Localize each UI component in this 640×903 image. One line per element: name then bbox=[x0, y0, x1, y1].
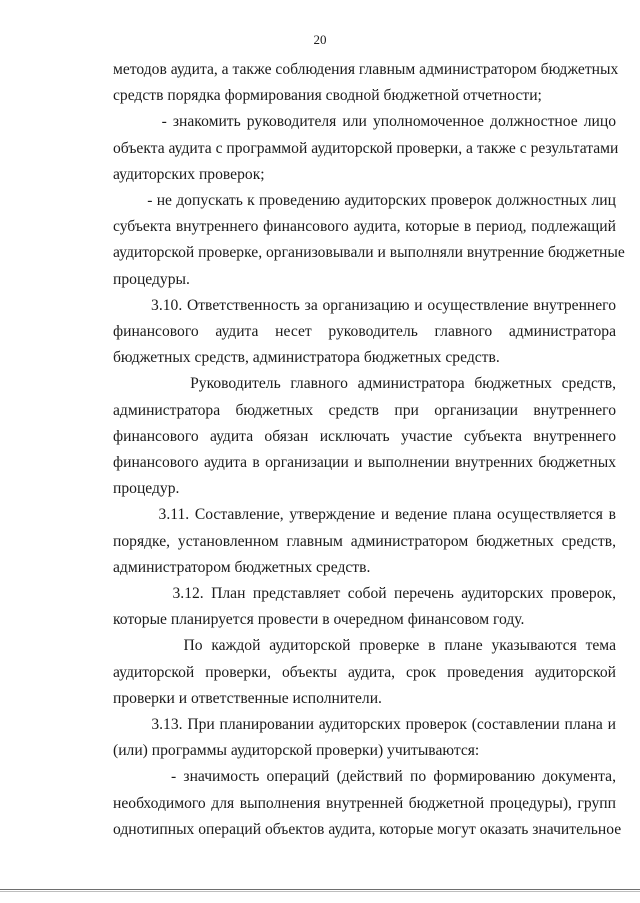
text-line: аудиторских проверок; bbox=[113, 165, 265, 183]
text-line: средств порядка формирования сводной бюджетной отчетности; bbox=[113, 87, 542, 105]
paragraph bbox=[113, 57, 619, 109]
text-line: бюджетных средств, администратора бюджетных средств. bbox=[113, 349, 500, 367]
text-line: - не допускать к проведению аудиторских проверок должностных лиц bbox=[113, 192, 616, 210]
paragraph bbox=[113, 109, 619, 188]
text-line: 3.13. При планировании аудиторских проверок (составлении плана и bbox=[113, 716, 616, 734]
text-line: объекта аудита с программой аудиторской проверки, а также с результатами bbox=[113, 139, 619, 157]
page-bottom-rule bbox=[0, 889, 640, 890]
text-line: проверки и ответственные исполнители. bbox=[113, 689, 382, 707]
text-line: однотипных операций объектов аудита, которые могут оказать значительное bbox=[113, 820, 622, 838]
text-line: 3.10. Ответственность за организацию и осуществление внутреннего bbox=[113, 296, 616, 314]
page-number: 20 bbox=[313, 32, 327, 47]
text-line: аудиторской проверке, организовывали и выполняли внутренние бюджетные bbox=[113, 244, 625, 262]
paragraph bbox=[113, 188, 625, 293]
paragraph bbox=[113, 712, 616, 764]
text-line: аудиторской проверки, объекты аудита, срок проведения аудиторской bbox=[113, 663, 616, 681]
paragraph bbox=[113, 502, 616, 581]
paragraph bbox=[113, 581, 616, 633]
text-line: 3.11. Составление, утверждение и ведение плана осуществляется в bbox=[113, 506, 616, 524]
paragraph bbox=[113, 764, 622, 843]
text-line: По каждой аудиторской проверке в плане указываются тема bbox=[113, 637, 616, 655]
text-line: субъекта внутреннего финансового аудита, которые в период, подлежащий bbox=[113, 218, 616, 236]
text-line: администратора бюджетных средств при организации внутреннего bbox=[113, 401, 616, 419]
text-line: финансового аудита обязан исключать участие субъекта внутреннего bbox=[113, 427, 616, 445]
text-line: процедуры. bbox=[113, 270, 190, 288]
paragraph bbox=[113, 293, 616, 372]
text-line: которые планируется провести в очередном финансовом году. bbox=[113, 611, 525, 629]
text-line: необходимого для выполнения внутренней бюджетной процедуры), групп bbox=[113, 794, 616, 812]
text-line: (или) программы аудиторской проверки) учитываются: bbox=[113, 742, 480, 760]
text-line: Руководитель главного администратора бюджетных средств, bbox=[113, 375, 616, 393]
text-line: процедур. bbox=[113, 480, 180, 498]
document-body bbox=[113, 57, 625, 843]
page-bottom-rule-shadow bbox=[0, 891, 640, 892]
text-line: - значимость операций (действий по формированию документа, bbox=[113, 768, 616, 786]
text-line: методов аудита, а также соблюдения главным администратором бюджетных bbox=[113, 61, 619, 78]
text-line: администратором бюджетных средств. bbox=[113, 558, 371, 576]
text-line: порядке, установленном главным администратором бюджетных средств, bbox=[113, 532, 616, 550]
paragraph bbox=[113, 633, 616, 712]
text-line: финансового аудита несет руководитель главного администратора bbox=[113, 323, 616, 341]
text-line: финансового аудита в организации и выполнении внутренних бюджетных bbox=[113, 454, 616, 472]
text-line: 3.12. План представляет собой перечень аудиторских проверок, bbox=[113, 585, 616, 603]
text-line: - знакомить руководителя или уполномоченное должностное лицо bbox=[113, 113, 616, 131]
paragraph bbox=[113, 371, 616, 502]
